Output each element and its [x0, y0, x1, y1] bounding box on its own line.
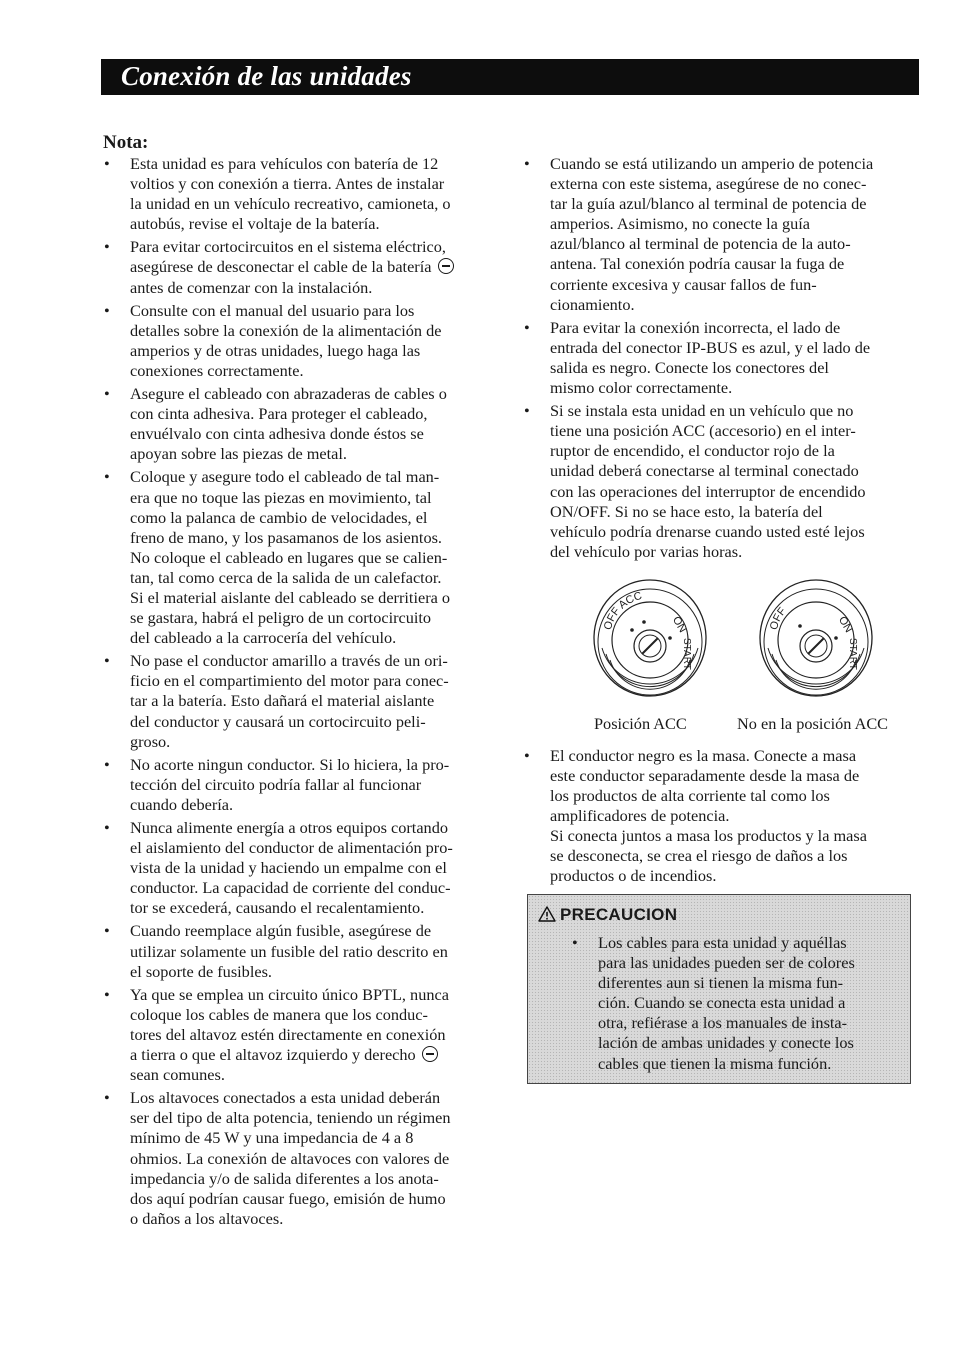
switch-label-acc: ACC [616, 589, 644, 612]
ignition-switch-figure [524, 566, 909, 742]
switch-label-off: OFF [601, 605, 623, 632]
switch-label-on: ON [835, 614, 855, 635]
text-line: • No acorte ningun conductor. Si lo hiciera, la pro- [130, 754, 450, 774]
text-line: impedancia y/o de salida diferentes a los anota- [130, 1168, 439, 1188]
text-line: amplificadores de potencia. [550, 806, 730, 826]
text-line: • Para evitar cortocircuitos en el sistema eléctrico, [130, 237, 446, 257]
list-item [104, 985, 494, 1085]
text-line: detalles sobre la conexión de la alimentación de [130, 320, 442, 340]
list-item [104, 921, 494, 981]
text-line: del cableado a la carrocería del vehículo. [130, 628, 397, 648]
text-line: diferentes aun si tienen la misma fun- [598, 973, 844, 993]
text-line: tección del circuito podría fallar al funcionar [130, 774, 422, 794]
caution-title-text: PRECAUCION [560, 905, 678, 924]
list-item [104, 384, 494, 464]
text-line: ficio en el compartimiento del motor para conec- [130, 671, 449, 691]
text-line: • Los cables para esta unidad y aquéllas [598, 933, 847, 952]
list-item [104, 467, 494, 648]
text-line: tor se excederá, causando el recalentamiento. [130, 898, 425, 918]
list-item [524, 746, 909, 887]
text-line: No coloque el cableado en lugares que se calien- [130, 547, 448, 567]
text-line: Si conecta juntos a masa los productos y la masa [550, 826, 867, 846]
text-line: groso. [130, 731, 171, 751]
text-line: era que no toque las piezas en movimiento, tal [130, 487, 432, 507]
text-line: cuando debería. [130, 794, 234, 814]
warning-triangle-icon [538, 906, 556, 922]
text-line: como la palanca de cambio de velocidades, el [130, 507, 428, 527]
page-title: Conexión de las unidades [121, 61, 412, 91]
caution-title [538, 905, 677, 925]
text-line: externa con este sistema, asegúrese de no conec- [550, 174, 867, 194]
text-line: • Los altavoces conectados a esta unidad deberán [130, 1088, 441, 1108]
list-item [104, 154, 494, 234]
text-line: productos o de incendios. [550, 866, 717, 886]
text-line: con cinta adhesiva. Para proteger el cableado, [130, 404, 428, 424]
text-line: otra, refiérase a los manuales de insta- [598, 1013, 848, 1033]
list-item [104, 301, 494, 381]
text-line: ohmios. La conexión de altavoces con valores de [130, 1148, 450, 1168]
text-line: unidad deberá conectarse al terminal conectado [550, 461, 859, 481]
text-line: se desconecta, se crea el riesgo de daños a los [550, 846, 848, 866]
ignition-switch-no-acc-icon [752, 574, 880, 702]
text-line: ción. Cuando se conecta esta unidad a [598, 993, 846, 1013]
text-line: • Cuando se está utilizando un amperio de potencia [550, 154, 874, 173]
text-line: autobús, revise el voltaje de la batería. [130, 214, 380, 234]
text-line: • Para evitar la conexión incorrecta, el lado de [550, 317, 841, 337]
battery-minus-icon [438, 258, 454, 274]
switch-label-start: START [847, 637, 858, 670]
text-line: tar a la batería. Esto dañará el material aislante [130, 691, 435, 711]
text-line: se gastara, habrá el peligro de un cortocircuito [130, 608, 432, 628]
list-item [524, 401, 909, 562]
list-item [572, 933, 902, 1074]
text-line: ser del tipo de alta potencia, teniendo un régimen [130, 1108, 451, 1128]
section-header-bar [101, 59, 919, 95]
text-line: la unidad en un vehículo recreativo, camioneta, o [130, 194, 451, 214]
text-line: corriente excesiva y causar fallos de fun- [550, 274, 817, 294]
list-item [524, 318, 909, 398]
left-column [104, 154, 494, 1232]
text-line: del conductor y causará un cortocircuito peli- [130, 711, 426, 731]
speaker-minus-icon [422, 1046, 438, 1062]
text-line: conductor. La capacidad de corriente del conduc- [130, 878, 451, 898]
text-line: el soporte de fusibles. [130, 961, 272, 981]
switch-label-off: OFF [767, 605, 789, 632]
text-line: coloque los cables de manera que los conduc- [130, 1004, 428, 1024]
switch-label-start: START [681, 637, 692, 670]
text-line [130, 1045, 494, 1065]
list-item [104, 1088, 494, 1229]
text-line: • Asegure el cableado con abrazaderas de cables o [130, 384, 447, 404]
text-line: tores del altavoz estén directamente en conexión [130, 1024, 446, 1044]
text-line: ruptor de encendido, el conductor rojo de la [550, 441, 835, 461]
ignition-switch-acc-icon [586, 574, 714, 702]
text-line: amperios y de otras unidades, luego haga las [130, 340, 421, 360]
text-line: dos aquí podrían causar fuego, emisión de humo [130, 1188, 446, 1208]
text-line: • Si se instala esta unidad en un vehículo que no [550, 401, 854, 421]
text-line: sean comunes. [130, 1065, 225, 1085]
text-line: este conductor separadamente desde la masa de [550, 765, 860, 785]
caution-text [572, 933, 902, 1077]
text-line: con las operaciones del interruptor de encendido [550, 481, 866, 501]
text-line: • Nunca alimente energía a otros equipos cortando [130, 818, 448, 837]
text-line: vehículo podría drenarse cuando usted esté lejos [550, 521, 865, 541]
switch-label-on: ON [669, 614, 689, 635]
text-line: entrada del conector IP-BUS es azul, y el lado de [550, 337, 871, 357]
caption-no-acc: No en la posición ACC [737, 713, 889, 733]
text-line: tar la guía azul/blanco al terminal de potencia de [550, 194, 867, 214]
switch-noacc-labels [768, 605, 789, 631]
list-item [104, 755, 494, 815]
text-segment: asegúrese de desconectar el cable de la batería [130, 257, 432, 277]
text-line: • No pase el conductor amarillo a través de un ori- [130, 651, 448, 671]
text-line: utilizar solamente un fusible del ratio descrito en [130, 941, 448, 961]
text-line: amperios. Asimismo, no conecte la guía [550, 214, 810, 234]
nota-heading: Nota: [103, 132, 149, 153]
list-item [104, 651, 494, 751]
text-segment: a tierra o que el altavoz izquierdo y derecho [130, 1045, 416, 1065]
text-line: lación de ambas unidades y conecte los [598, 1033, 854, 1053]
list-item [524, 154, 909, 315]
text-line: voltios y con conexión a tierra. Antes de instalar [130, 174, 445, 194]
text-line: freno de mano, y los pasamanos de los asientos. [130, 527, 442, 547]
text-line: para las unidades pueden ser de colores [598, 953, 855, 973]
list-item [104, 237, 494, 297]
text-line: o daños a los altavoces. [130, 1208, 284, 1228]
text-line: tiene una posición ACC (accesorio) en el inter- [550, 421, 856, 441]
text-line: apoyan sobre las piezas de metal. [130, 444, 347, 464]
text-line: los productos de alta corriente tal como los [550, 786, 830, 806]
text-line: envuélvalo con cinta adhesiva donde éstos se [130, 424, 424, 444]
text-line: mismo color correctamente. [550, 378, 733, 398]
right-column [524, 154, 909, 890]
text-line: del vehículo por varias horas. [550, 541, 743, 561]
text-line: azul/blanco al terminal de potencia de la auto- [550, 234, 851, 254]
text-line: mínimo de 45 W y una impedancia de 4 a 8 [130, 1128, 414, 1148]
text-line: Si el material aislante del cableado se derritiera o [130, 587, 451, 607]
caution-box [527, 894, 911, 1084]
text-line: conexiones correctamente. [130, 360, 304, 380]
text-line: vista de la unidad y haciendo un empalme con el [130, 858, 447, 878]
text-line: cables que tienen la misma función. [598, 1053, 832, 1073]
text-line: salida es negro. Conecte los conectores del [550, 357, 829, 377]
text-line: antes de comenzar con la instalación. [130, 277, 373, 297]
text-line: • Cuando reemplace algún fusible, asegúrese de [130, 921, 432, 941]
text-line: antena. Tal conexión podría causar la fuga de [550, 254, 845, 274]
text-line: • Consulte con el manual del usuario para los [130, 300, 415, 320]
text-line: • El conductor negro es la masa. Conecte a masa [550, 745, 857, 765]
text-line: • Ya que se emplea un circuito único BPTL, nunca [130, 984, 449, 1004]
text-line [130, 257, 494, 277]
text-line: tan, tal como cerca de la salida de un calefactor. [130, 567, 442, 587]
text-line: cionamiento. [550, 294, 635, 314]
caption-acc: Posición ACC [594, 713, 687, 733]
text-line: el aislamiento del conductor de alimentación pro- [130, 838, 453, 858]
text-line: • Esta unidad es para vehículos con batería de 12 [130, 154, 439, 173]
text-line: ON/OFF. Si no se hace esto, la batería del [550, 501, 823, 521]
text-line: • Coloque y asegure todo el cableado de tal man- [130, 467, 440, 487]
list-item [104, 818, 494, 918]
